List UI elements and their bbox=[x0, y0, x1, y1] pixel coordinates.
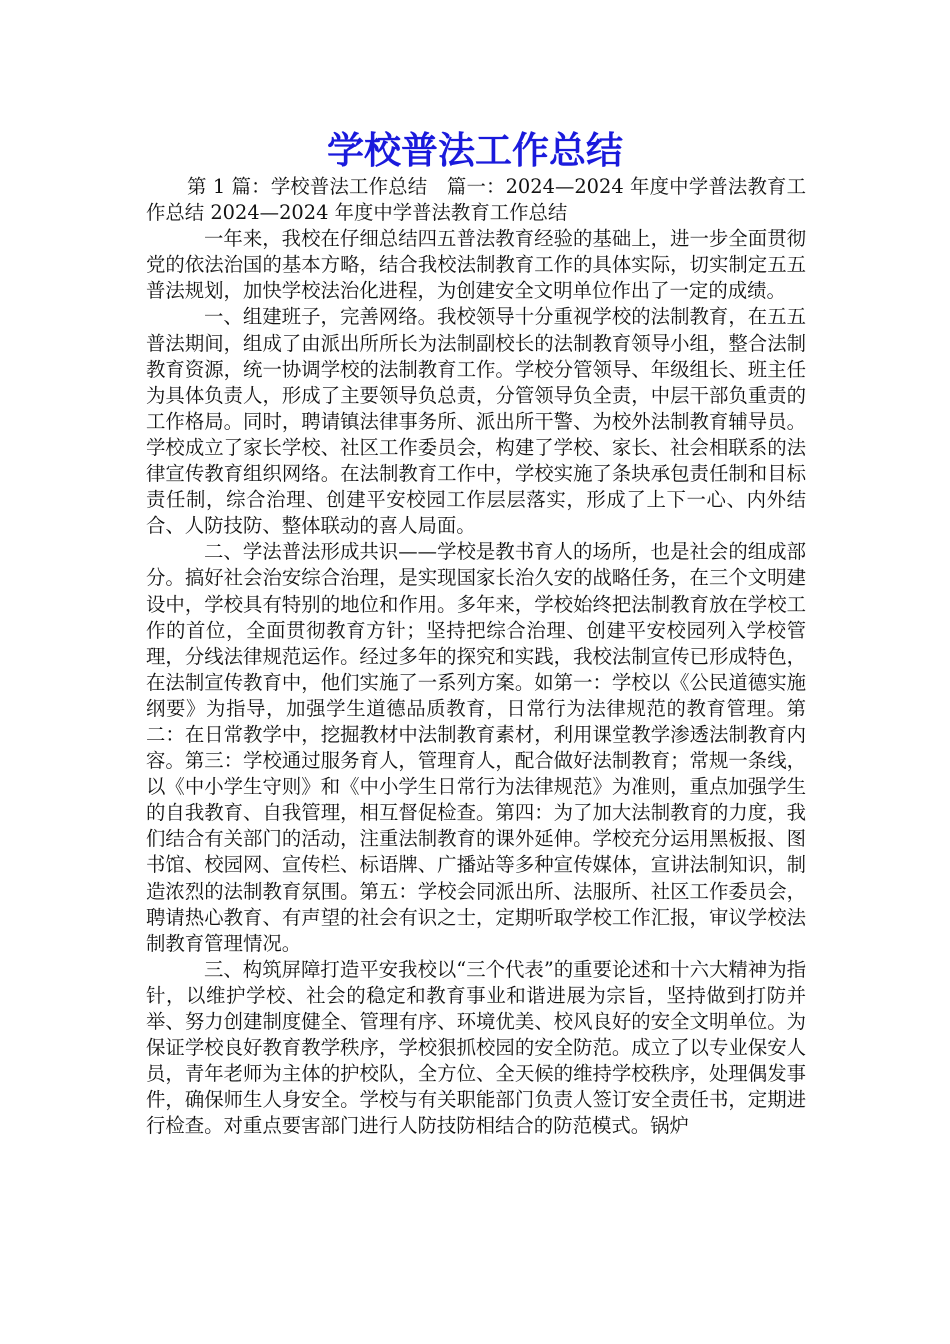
body-paragraph-1: 一年来，我校在仔细总结四五普法教育经验的基础上，进一步全面贯彻党的依法治国的基本方略，结合我校法制教育工作的具体实际，切实制定五五普法规划，加快学校法治化进程，为创建安全文明单位作出了一定的成绩。 bbox=[146, 227, 806, 303]
document-body bbox=[146, 174, 806, 1139]
body-paragraph-3: 二、学法普法形成共识——学校是教书育人的场所，也是社会的组成部分。搞好社会治安综合治理，是实现国家长治久安的战略任务，在三个文明建设中，学校具有特别的地位和作用。多年来，学校始终把法制教育放在学校工作的首位，全面贯彻教育方针；坚持把综合治理、创建平安校园列入学校管理，分线法律规范运作。经过多年的探究和实践，我校法制宣传已形成特色，在法制宣传教育中，他们实施了一系列方案。如第一：学校以《公民道德实施纲要》为指导，加强学生道德品质教育，日常行为法律规范的教育管理。第二：在日常教学中，挖掘教材中法制教育素材，利用课堂教学渗透法制教育内容。第三：学校通过服务育人，管理育人，配合做好法制教育；常规一条线，以《中小学生守则》和《中小学生日常行为法律规范》为准则，重点加强学生的自我教育、自我管理，相互督促检查。第四：为了加大法制教育的力度，我们结合有关部门的活动，注重法制教育的课外延伸。学校充分运用黑板报、图书馆、校园网、宣传栏、标语牌、广播站等多种宣传媒体，宣讲法制知识，制造浓烈的法制教育氛围。第五：学校会同派出所、法服所、社区工作委员会，聘请热心教育、有声望的社会有识之士，定期听取学校工作汇报，审议学校法制教育管理情况。 bbox=[146, 540, 806, 955]
document-title: 学校普法工作总结 bbox=[327, 128, 623, 172]
intro-paragraph: 第 1 篇：学校普法工作总结 篇一：2024—2024 年度中学普法教育工作总结 2024—2024 年度中学普法教育工作总结 bbox=[146, 175, 806, 225]
body-paragraph-4: 三、构筑屏障打造平安我校以“三个代表”的重要论述和十六大精神为指针，以维护学校、社会的稳定和教育事业和谐进展为宗旨，坚持做到打防并举、努力创建制度健全、管理有序、环境优美、校风良好的安全文明单位。为保证学校良好教育教学秩序，学校狠抓校园的安全防范。成立了以专业保安人员，青年老师为主体的护校队，全方位、全天候的维持学校秩序，处理偶发事件，确保师生人身安全。学校与有关职能部门负责人签订安全责任书，定期进行检查。对重点要害部门进行人防技防相结合的防范模式。锅炉 bbox=[146, 957, 806, 1138]
body-paragraph-2: 一、组建班子，完善网络。我校领导十分重视学校的法制教育，在五五普法期间，组成了由派出所所长为法制副校长的法制教育领导小组，整合法制教育资源，统一协调学校的法制教育工作。学校分管领导、年级组长、班主任为具体负责人，形成了主要领导负总责，分管领导负全责，中层干部负重责的工作格局。同时，聘请镇法律事务所、派出所干警、为校外法制教育辅导员。学校成立了家长学校、社区工作委员会，构建了学校、家长、社会相联系的法律宣传教育组织网络。在法制教育工作中，学校实施了条块承包责任制和目标责任制，综合治理、创建平安校园工作层层落实，形成了上下一心、内外结合、人防技防、整体联动的喜人局面。 bbox=[146, 305, 806, 538]
